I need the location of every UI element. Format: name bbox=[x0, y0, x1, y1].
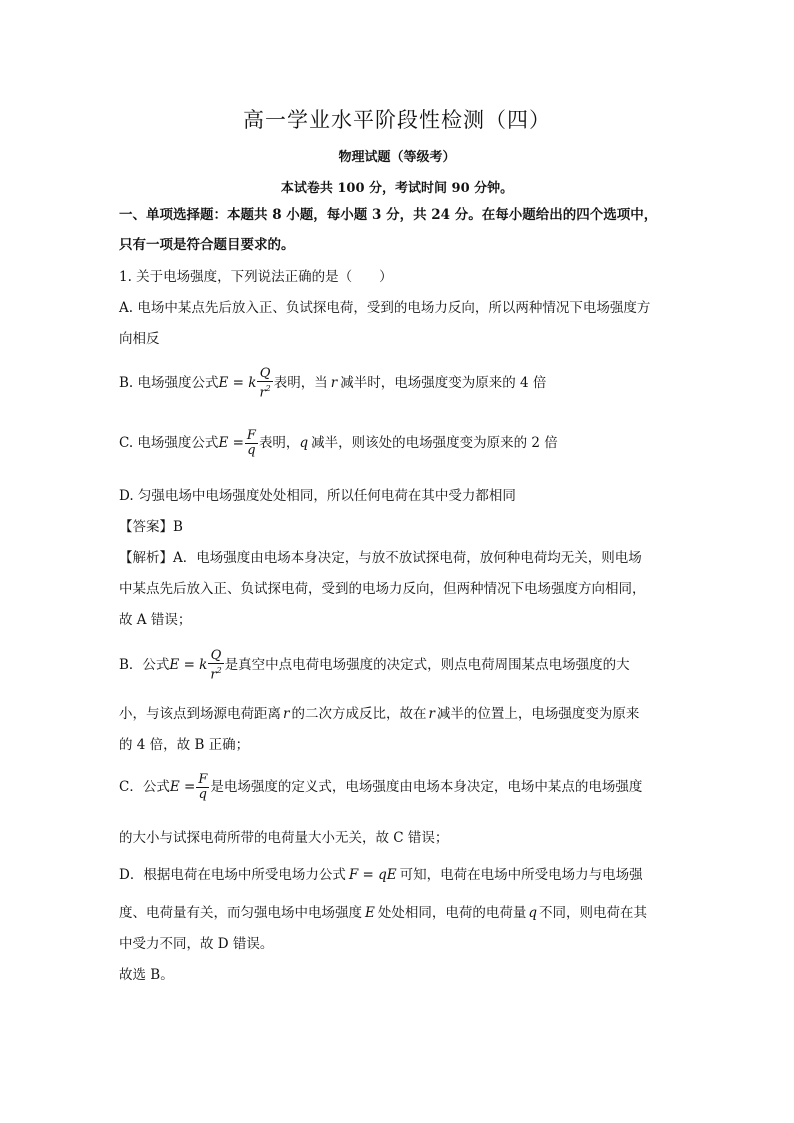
fraction-q-over-r2: $\frac{Q}{r^2}$ bbox=[210, 648, 222, 683]
option-b-text: 表明，当 bbox=[273, 374, 328, 391]
section-heading-line1: 一、单项选择题：本题共 8 小题，每小题 3 分，共 24 分。在每小题给出的四个选项中， bbox=[119, 207, 658, 223]
analysis-b-line2: 小，与该点到场源电荷距离 r 的二次方成反比，故在 r 减半的位置上，电场强度变为原来 bbox=[119, 706, 640, 722]
variable-q: q bbox=[299, 434, 309, 451]
option-a-line2: 向相反 bbox=[119, 331, 160, 347]
variable-r: r bbox=[283, 706, 290, 722]
analysis-d-line3: 中受力不同，故 D 错误。 bbox=[119, 936, 274, 952]
fraction-numerator: Q bbox=[259, 366, 271, 381]
analysis-c-line2: 的大小与试探电荷所带的电荷量大小无关，故 C 错误； bbox=[119, 830, 449, 846]
section-heading-line2: 只有一项是符合题目要求的。 bbox=[119, 237, 295, 253]
analysis-c-line1: C．公式 E = $\frac{F}{q}$ 是电场强度的定义式，电场强度由电场本身决定，电场中某点的电场强度 bbox=[119, 772, 643, 802]
analysis-a-line1: 【解析】A．电场强度由电场本身决定，与放不放试探电荷，放何种电荷均无关，则电场 bbox=[119, 550, 642, 566]
option-c-text: 表明， bbox=[258, 434, 300, 451]
question-stem: 1. 关于电场强度，下列说法正确的是（ ） bbox=[119, 269, 393, 285]
analysis-d-line1: D．根据电荷在电场中所受电场力公式 F = qE 可知，电荷在电场中所受电场力与电场强 bbox=[119, 867, 643, 883]
fraction-denominator: q bbox=[245, 443, 258, 458]
option-a-line1: A. 电场中某点先后放入正、负试探电荷，受到的电场力反向，所以两种情况下电场强度方 bbox=[119, 300, 651, 316]
variable-e: E bbox=[365, 905, 375, 921]
analysis-a-line2: 中某点先后放入正、负试探电荷，受到的电场力反向，但两种情况下电场强度方向相同， bbox=[119, 581, 646, 597]
formula-e-eq: E = bbox=[169, 778, 196, 795]
exam-info: 本试卷共 100 分，考试时间 90 分钟。 bbox=[280, 181, 514, 196]
fraction-numerator: F bbox=[246, 428, 256, 443]
option-b-prefix: B. 电场强度公式 bbox=[119, 374, 219, 391]
option-b-text2: 减半时，电场强度变为原来的 4 倍 bbox=[340, 374, 547, 391]
answer-line bbox=[119, 521, 183, 535]
variable-q: q bbox=[528, 905, 538, 921]
formula-e-eq-k: E = k bbox=[169, 656, 208, 673]
option-c-text2: 减半，则该处的电场强度变为原来的 2 倍 bbox=[311, 434, 558, 451]
final-answer-line: 故选 B。 bbox=[119, 967, 174, 983]
analysis-b-line3: 的 4 倍，故 B 正确； bbox=[119, 737, 250, 753]
analysis-a-line3: 故 A 错误； bbox=[119, 612, 192, 628]
option-b bbox=[119, 367, 546, 400]
analysis-d-line2: 度、电荷量有关，而匀强电场中电场强度 E 处处相同，电荷的电荷量 q 不同，则电荷在其 bbox=[119, 905, 648, 921]
analysis-b-line1: B．公式 E = k $\frac{Q}{r^2}$ 是真空中点电荷电场强度的决定式，则点电荷周围某点电场强度的大 bbox=[119, 648, 630, 683]
option-c bbox=[119, 429, 558, 458]
page-title: 高一学业水平阶段性检测（四） bbox=[243, 108, 551, 132]
analysis-label: 【解析】 bbox=[119, 550, 173, 566]
fraction-f-over-q bbox=[245, 429, 258, 458]
page-subtitle: 物理试题（等级考） bbox=[338, 150, 456, 165]
formula-f-eq-qe: F = qE bbox=[348, 867, 397, 883]
fraction-denominator: $r^2$ bbox=[257, 381, 272, 400]
option-d: D. 匀强电场中电场强度处处相同，所以任何电荷在其中受力都相同 bbox=[119, 488, 516, 504]
formula-e-eq: E = bbox=[218, 434, 244, 451]
answer-label: 【答案】 bbox=[119, 519, 173, 535]
fraction-q-over-r2 bbox=[257, 367, 272, 400]
answer-value: B bbox=[173, 519, 183, 535]
fraction-f-over-q: $\frac{F}{q}$ bbox=[198, 772, 208, 802]
option-c-prefix: C. 电场强度公式 bbox=[119, 434, 219, 451]
formula-e-eq-k: E = k bbox=[218, 374, 257, 391]
variable-r: r bbox=[428, 706, 435, 722]
variable-r: r bbox=[330, 374, 338, 391]
